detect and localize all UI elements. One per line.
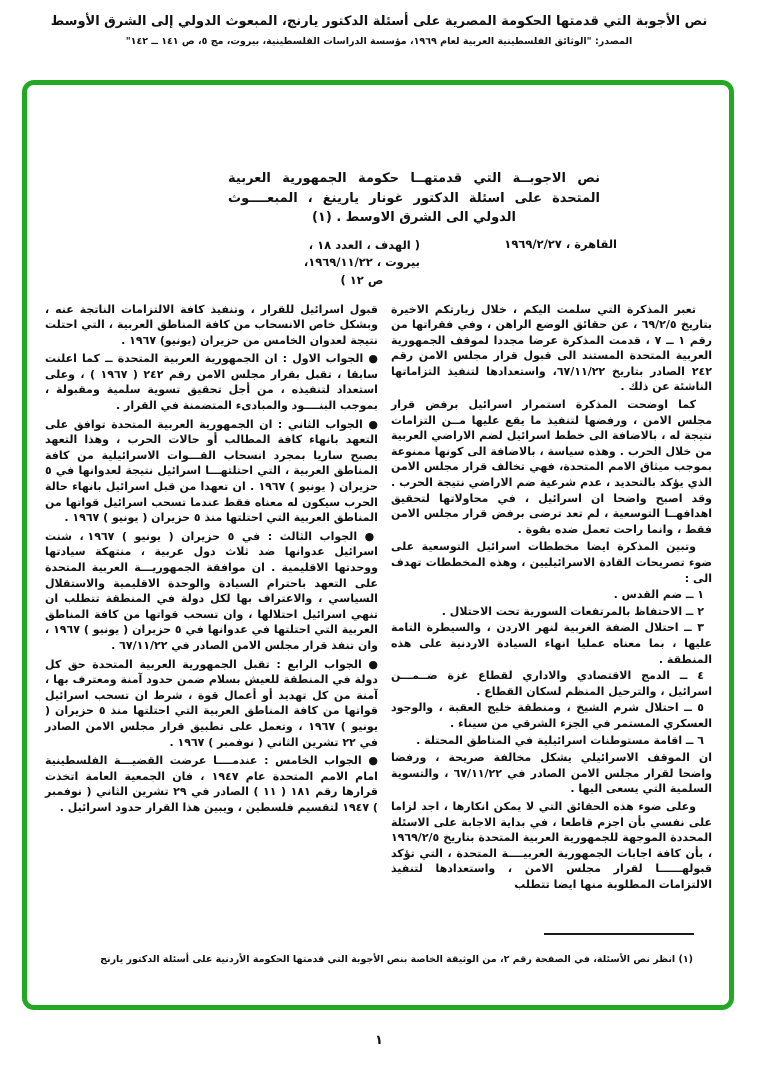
paragraph: وتبين المذكرة ايضا مخططات اسرائيل التوسعية على ضوء تصريحات القادة الاسرائيليين ، وهذه المخططات تهدف الى : (390, 540, 712, 585)
paragraph: ● الجواب الخامس : عندمــــا عرضت القضيـــة الفلسطينية امام الامم المتحدة عام ١٩٤٧ ، فان الجمعية العامة اتخذت قرارها رقم ١٨١ ( ١١ ) الصادر في ٢٩ تشرين الثاني ( نوفمبر ) ١٩٤٧ لتقسيم فلسطين ، ويبين هذا القرار حدود اسرائيل . (45, 754, 378, 814)
paragraph: ٥ ــ احتلال شرم الشيخ ، ومنطقة خليج العقبة ، والوجود العسكري المستمر في الجزء الشرقي من سيناء . (390, 701, 712, 730)
page-number: ١ (375, 1033, 383, 1048)
document-title-line: المتحدة على اسئلة الدكتور غونار يارينغ ، المبعــــوث (228, 190, 600, 206)
document-title (228, 169, 600, 228)
paragraph: ١ ــ ضم القدس . (613, 588, 704, 602)
dateline (27, 237, 729, 295)
column-right (391, 300, 712, 948)
document-title-line: نص الاجوبــة التي قدمتهــا حكومة الجمهورية العربية (228, 171, 600, 186)
paragraph: وعلى ضوء هذه الحقائق التي لا يمكن انكارها ، اجد لزاما على نفسي بأن اجزم قاطعا ، في بداية الاجابة على الاسئلة المحددة الموجهة للجمهورية العربية المتحدة بتاريخ ١٩٦٩/٢/٥ ، بأن كافة اجابات الجمهورية العربيــــة المتحدة ، التي تؤكد قبولهــــــا لقرار مجلس الامن ، واستعدادها لتنفيذ الالتزامات المطلوبة منها ايضا تتطلب (390, 799, 712, 891)
paragraph: ٦ ــ اقامة مستوطنات اسرائيلية في المناطق المحتلة . (416, 733, 704, 747)
paragraph: ٤ ــ الدمج الاقتصادي والاداري لقطاع غزة ضــمـــن اسرائيل ، والترحيل المنظم لسكان القطاع . (390, 669, 712, 698)
header-title: نص الأجوبة التي قدمتها الحكومة المصرية على أسئلة الدكتور يارنج، المبعوث الدولي إلى الشرق الأوسط (50, 14, 708, 29)
document-title-line: الدولي الى الشرق الاوسط . (١) (311, 210, 517, 225)
paragraph: ● الجواب الثالث : في ٥ حزيران ( يونيو ) ١٩٦٧ ، شنت اسرائيل عدوانها ضد ثلاث دول عربية ، منتهكة سيادتها ووحدتها الاقليمية . ان موافقة الجمهوريـــة العربية المتحدة على التعهد باحترام السيادة والوحدة الاقليمية والاستقلال السياسي ، والاعتراف بها لكل دولة في المنطقة تتطلب ان تنهي اسرائيل احتلالها ، وان تسحب قواتها من كافة المناطق العربية التي احتلتها في عدوانها في ٥ حزيران ( يونيو ) ١٩٦٧ ، وان تنفذ قرار مجلس الامن الصادر في ٦٧/١١/٢٢ . (45, 529, 378, 652)
document-box (22, 80, 734, 1010)
paragraph: ● الجواب الثاني : ان الجمهورية العربية المتحدة توافق على التعهد بانهاء كافة المطالب أو حالات الحرب ، وهذا التعهد يصبح ساريا بمجرد انسحاب القـــوات الاسرائيلية من كافة المناطق العربية ، التي احتلتهـــا اسرائيل نتيجة لعدوانها في ٥ حزيران ( يونيو ) ١٩٦٧ . ان تعهدا من قبل اسرائيل بانهاء حالة الحرب سيكون له معناه فقط عندما تسحب اسرائيل قواتها من المناطق العربية التي احتلتها منذ ٥ حزيران ( يونيو ) ١٩٦٧ . (45, 417, 378, 525)
citation-line: بيروت ، ١٩٦٩/١١/٢٢، (303, 255, 420, 269)
paragraph: قبول اسرائيل للقرار ، وتنفيذ كافة الالتزامات الناتجة عنه ، وبشكل خاص الانسحاب من كافة المناطق العربية ، التي احتلت نتيجة لعدوان الخامس من حزيران (يونيو) ١٩٦٧ . (45, 302, 378, 347)
footnote: (١) انظر نص الأسئلة، في الصفحة رقم ٢، من الوثيقة الخاصة بنص الأجوبة التي قدمتها الحكومة الأردنية على أسئلة الدكتور يارنج (100, 954, 693, 965)
paragraph: ● الجواب الاول : ان الجمهورية العربية المتحدة ــ كما اعلنت سابقا ، تقبل بقرار مجلس الامن رقم ٢٤٢ ( ١٩٦٧ ) ، وعلى استعداد لتنفيذه ، من أجل تحقيق تسوية سلمية ومقبولة ، بموجب البنــــود والمبادىء المتضمنة في القرار . (45, 352, 378, 413)
paragraph: ● الجواب الرابع : تقبل الجمهورية العربية المتحدة حق كل دولة في المنطقة للعيش بسلام ضمن حدود آمنة ومعترف بها ، آمنة من كل تهديد أو أعمال قوة ، شرط ان تسحب اسرائيل قواتها من كافة المناطق العربية التي احتلتها منذ ٥ حزيران ( يونيو ) ١٩٦٧ ، وتعمل على تطبيق قرار مجلس الامن الصادر في ٢٢ تشرين الثاني ( نوفمبر ) ١٩٦٧ . (45, 657, 378, 749)
footnote-divider (544, 933, 694, 935)
dateline-place-date: القاهرة ، ١٩٦٩/٢/٢٧ (504, 236, 617, 251)
paragraph: ٢ ــ الاحتفاظ بالمرتفعات السورية تحت الاحتلال . (441, 604, 704, 618)
citation-line: ( الهدف ، العدد ١٨ ، (308, 237, 420, 252)
paragraph: تعبر المذكرة التي سلمت اليكم ، خلال زيارتكم الاخيرة بتاريخ ٦٩/٢/٥ ، عن حقائق الوضع الراهن ، وفي فقراتها من رقم ١ ــ ٧ ، قدمت المذكرة عرضا مجددا لموقف الجمهورية العربية المتحدة المستند الى قبول قرار مجلس الامن رقم ٢٤٢ الصادر بتاريخ ٦٧/١١/٢٢، واستعدادها لتنفيذ التزاماتها الناشئة عن ذلك . (390, 302, 712, 394)
body-columns (27, 300, 729, 948)
paragraph: ٣ ــ احتلال الضفة الغربية لنهر الاردن ، والسيطرة التامة عليها ، بما معناه عمليا انهاء السيادة الاردنية على هذه المنطقة . (390, 621, 712, 666)
header-source-line: المصدر: "الوثائق الفلسطينية العربية لعام ١٩٦٩، مؤسسة الدراسات الفلسطينية، بيروت، مج ٥، ص ١٤١ ــ ١٤٢" (125, 36, 633, 47)
paragraph: ان الموقف الاسرائيلي يشكل مخالفة صريحة ، ورفضا واضحا لقرار مجلس الامن الصادر في ٦٧/١١/٢٢ ، والتسوية السلمية التي يسعى اليها . (390, 751, 712, 796)
paragraph: كما اوضحت المذكرة استمرار اسرائيل برفض قرار مجلس الامن ، ورفضها لتنفيذ ما يقع عليها مــن التزامات نتيجة له ، بالاضافة الى خطط اسرائيل لضم الاراضي العربية من خلال الحرب . وهذه سياسة ، بالاضافة الى كونها ممنوعة بموجب ميثاق الامم المتحدة، فهي تخالف قرار مجلس الامن الذي يؤكد بالتحديد ، عدم شرعية ضم الاراضي نتيجة الحرب . وقد اصبح واضحا ان اسرائيل ، في محاولاتها لتحقيق اهدافهــا التوسعية ، لم تعد ترضى برفض قرار مجلس الامن فقط ، وانما راحت تعمل ضده بقوة . (390, 398, 712, 536)
page-header (0, 14, 758, 47)
citation-line: ص ١٢ ) (340, 272, 384, 287)
column-left (45, 300, 378, 948)
dateline-citation (304, 237, 420, 290)
